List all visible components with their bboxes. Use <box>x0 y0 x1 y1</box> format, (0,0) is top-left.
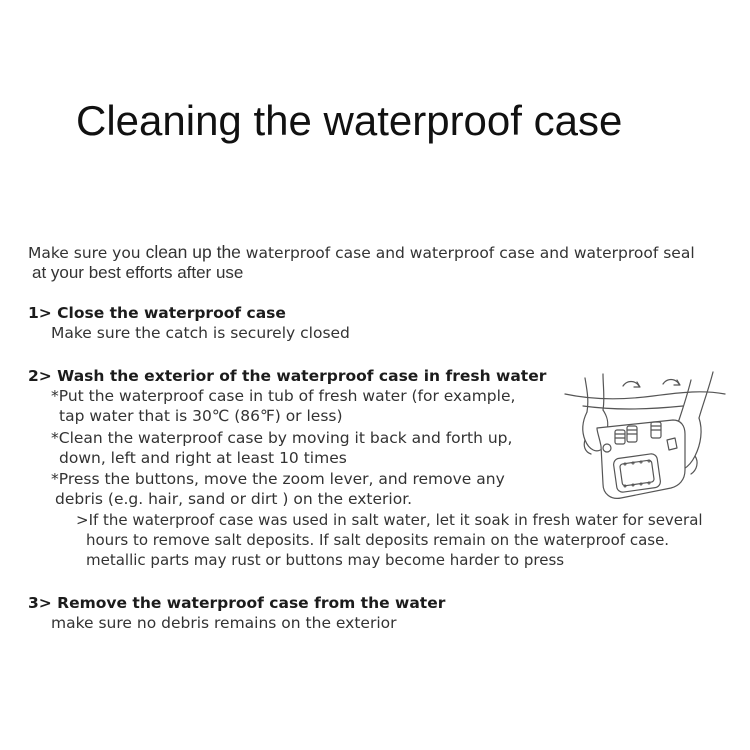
step-3-heading: 3> Remove the waterproof case from the water <box>28 594 446 612</box>
intro-text-c: waterproof case and waterproof case and waterproof seal <box>245 244 695 262</box>
step-2-heading: 2> Wash the exterior of the waterproof case in fresh water <box>28 367 547 385</box>
intro-text-b: clean up the <box>145 242 246 262</box>
step-2-note-line-1: >If the waterproof case was used in salt water, let it soak in fresh water for several <box>76 511 703 529</box>
step-2-note-line-3: metallic parts may rust or buttons may become harder to press <box>86 551 565 569</box>
motion-arrow-icon <box>623 380 680 388</box>
intro-line-1 <box>28 242 695 263</box>
hands-washing-case-illustration <box>563 370 728 505</box>
water-surface-icon <box>565 392 725 409</box>
step-2-line-6: debris (e.g. hair, sand or dirt ) on the exterior. <box>55 490 413 508</box>
intro-line-2: at your best efforts after use <box>32 263 244 282</box>
page-title: Cleaning the waterproof case <box>76 97 623 144</box>
step-1-text: Make sure the catch is securely closed <box>51 324 350 342</box>
step-2-line-5: *Press the buttons, move the zoom lever, and remove any <box>51 470 505 488</box>
step-2-line-3: *Clean the waterproof case by moving it back and forth up, <box>51 429 513 447</box>
step-1-heading: 1> Close the waterproof case <box>28 304 286 322</box>
waterproof-case-icon <box>597 420 685 498</box>
step-2-note-line-2: hours to remove salt deposits. If salt deposits remain on the waterproof case. <box>86 531 670 549</box>
step-3-text: make sure no debris remains on the exterior <box>51 614 397 632</box>
step-2-line-1: *Put the waterproof case in tub of fresh water (for example, <box>51 387 516 405</box>
step-2-line-4: down, left and right at least 10 times <box>59 449 347 467</box>
step-2-line-2: tap water that is 30℃ (86℉) or less) <box>59 407 343 425</box>
intro-text-a: Make sure you <box>28 244 146 262</box>
